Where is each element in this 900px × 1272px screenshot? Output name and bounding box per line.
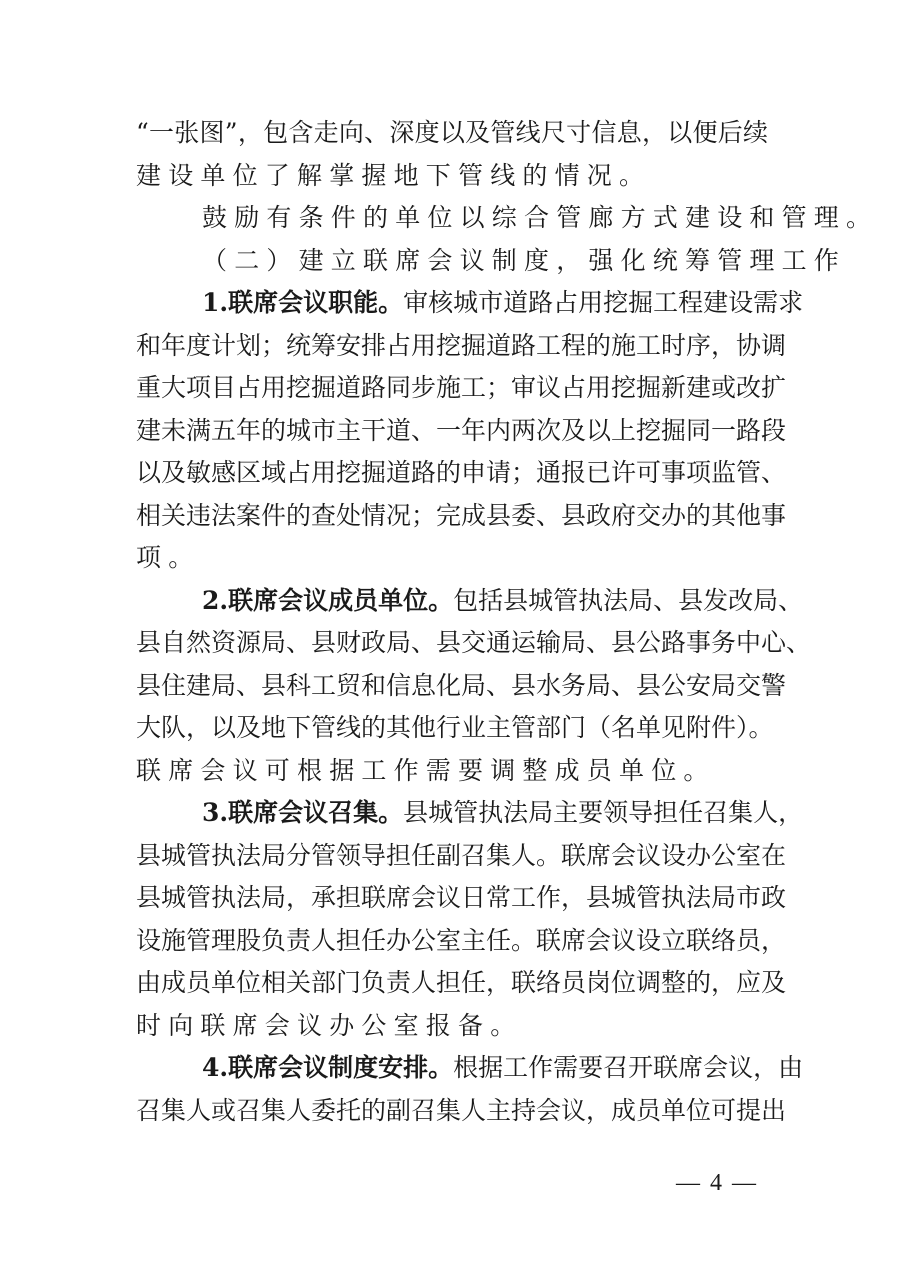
paragraph-heading: 4.联席会议制度安排。: [202, 1053, 454, 1082]
text-line: [136, 240, 847, 283]
document-page: [136, 112, 879, 1132]
line-text: 和年度计划；统筹安排占用挖掘道路工程的施工时序，协调: [136, 330, 787, 360]
text-line: [136, 707, 774, 750]
page-number: — 4 —: [676, 1170, 758, 1196]
text-line: [136, 155, 768, 198]
line-text: “一张图”，包含走向、深度以及管线尺寸信息，以便后续: [136, 118, 768, 147]
line-text: （二）建立联席会议制度，强化统筹管理工作: [202, 245, 847, 275]
line-text: 县自然资源局、县财政局、县交通运输局、县公路事务中心、: [136, 628, 812, 657]
line-text: 以及敏感区域占用挖掘道路的申请；通报已许可事项监管、: [136, 458, 787, 487]
line-text: 联席会议可根据工作需要调整成员单位。: [136, 755, 716, 785]
line-text: 包括县城管执法局、县发改局、: [453, 585, 804, 615]
text-line: [136, 622, 812, 665]
section-heading-paragraph-line: [136, 282, 804, 325]
text-line: [136, 750, 768, 793]
text-line: [136, 962, 787, 1005]
text-line: [136, 112, 768, 155]
text-line: [136, 367, 787, 410]
line-text: 审核城市道路占用挖掘工程建设需求: [403, 288, 804, 317]
line-text: 相关违法案件的查处情况；完成县委、县政府交办的其他事: [136, 500, 787, 530]
line-text: 根据工作需要召开联席会议，由: [453, 1053, 804, 1082]
section-heading-paragraph-line: [136, 580, 804, 623]
text-line: [136, 495, 787, 538]
line-text: 设施管理股负责人担任办公室主任。联席会议设立联络员，: [136, 925, 787, 955]
paragraph-heading: 2.联席会议成员单位。: [202, 585, 454, 615]
line-text: 由成员单位相关部门负责人担任，联络员岗位调整的，应及: [136, 968, 787, 997]
line-text: 重大项目占用挖掘道路同步施工；审议占用挖掘新建或改扩: [136, 373, 787, 402]
line-text: 县城管执法局分管领导担任副召集人。联席会议设办公室在: [136, 840, 787, 870]
line-text: 县城管执法局主要领导担任召集人，: [403, 798, 804, 827]
text-line: [136, 920, 787, 963]
text-line: [136, 1090, 787, 1133]
line-text: 召集人或召集人委托的副召集人主持会议，成员单位可提出: [136, 1095, 787, 1125]
section-heading-paragraph-line: [136, 1047, 804, 1090]
text-line: [136, 537, 768, 580]
line-text: 大队，以及地下管线的其他行业主管部门（名单见附件）。: [136, 713, 774, 742]
section-heading-paragraph-line: [136, 792, 804, 835]
line-text: 建设单位了解掌握地下管线的情况。: [136, 160, 652, 190]
paragraph-heading: 3.联席会议召集。: [202, 798, 404, 827]
line-text: 项。: [136, 543, 201, 572]
line-text: 建未满五年的城市主干道、一年内两次及以上挖掘同一路段: [136, 415, 787, 445]
text-line: [136, 1005, 768, 1048]
text-line: [136, 835, 787, 878]
line-text: 县城管执法局，承担联席会议日常工作，县城管执法局市政: [136, 883, 787, 912]
line-text: 时向联席会议办公室报备。: [136, 1010, 523, 1040]
text-line: [136, 197, 879, 240]
paragraph-heading: 1.联席会议职能。: [202, 288, 404, 317]
text-line: [136, 665, 787, 708]
line-text: 县住建局、县科工贸和信息化局、县水务局、县公安局交警: [136, 670, 787, 700]
text-line: [136, 410, 787, 453]
text-line: [136, 325, 787, 368]
text-line: [136, 877, 787, 920]
text-line: [136, 452, 787, 495]
line-text: 鼓励有条件的单位以综合管廊方式建设和管理。: [202, 203, 879, 232]
